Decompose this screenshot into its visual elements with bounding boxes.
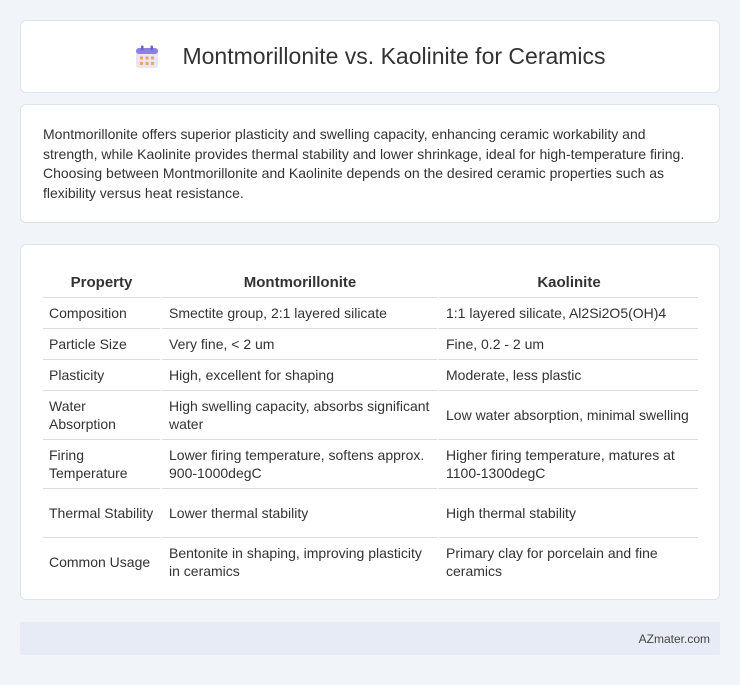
page-title: Montmorillonite vs. Kaolinite for Ceramics bbox=[182, 43, 606, 69]
row-kaolinite: 1:1 layered silicate, Al2Si2O5(OH)4 bbox=[437, 297, 698, 328]
row-montmorillonite: High swelling capacity, absorbs significant water bbox=[160, 390, 437, 439]
footer bbox=[20, 622, 720, 655]
row-property: Common Usage bbox=[43, 537, 160, 586]
row-kaolinite: High thermal stability bbox=[437, 488, 698, 537]
row-montmorillonite: Bentonite in shaping, improving plasticity in ceramics bbox=[160, 537, 437, 586]
footer-brand: AZmater.com bbox=[638, 631, 710, 646]
row-montmorillonite: Very fine, < 2 um bbox=[160, 328, 437, 359]
table-row bbox=[43, 488, 698, 537]
row-property: Water Absorption bbox=[43, 390, 160, 439]
row-property: Particle Size bbox=[43, 328, 160, 359]
row-kaolinite: Fine, 0.2 - 2 um bbox=[437, 328, 698, 359]
row-montmorillonite: Lower firing temperature, softens approx. 900-1000degC bbox=[160, 439, 437, 488]
row-property: Composition bbox=[43, 297, 160, 328]
row-montmorillonite: High, excellent for shaping bbox=[160, 359, 437, 390]
row-property: Plasticity bbox=[43, 359, 160, 390]
row-kaolinite: Higher firing temperature, matures at 1100-1300degC bbox=[437, 439, 698, 488]
table-row bbox=[43, 359, 698, 390]
header-kaolinite: Kaolinite bbox=[437, 265, 698, 297]
row-property: Thermal Stability bbox=[43, 488, 160, 537]
comparison-table-card bbox=[20, 244, 720, 600]
table-header-row bbox=[43, 265, 698, 297]
row-montmorillonite: Smectite group, 2:1 layered silicate bbox=[160, 297, 437, 328]
summary-text: Montmorillonite offers superior plasticity and swelling capacity, enhancing ceramic workability and strength, while Kaolinite provides thermal stability and lower shrinkage, ideal for high-temperature firing. Choosing between Montmorillonite and Kaolinite depends on the desired ceramic properties such as flexibility versus heat resistance. bbox=[43, 126, 685, 201]
summary-card bbox=[20, 104, 720, 223]
table-row bbox=[43, 390, 698, 439]
calendar-icon bbox=[134, 44, 160, 70]
row-property: Firing Temperature bbox=[43, 439, 160, 488]
table-row bbox=[43, 297, 698, 328]
header-property: Property bbox=[70, 274, 133, 291]
header-montmorillonite: Montmorillonite bbox=[160, 265, 437, 297]
table-row bbox=[43, 439, 698, 488]
table-row bbox=[43, 537, 698, 586]
row-kaolinite: Primary clay for porcelain and fine ceramics bbox=[437, 537, 698, 586]
table-row bbox=[43, 328, 698, 359]
comparison-table bbox=[43, 265, 698, 586]
row-kaolinite: Moderate, less plastic bbox=[437, 359, 698, 390]
row-kaolinite: Low water absorption, minimal swelling bbox=[437, 390, 698, 439]
row-montmorillonite: Lower thermal stability bbox=[160, 488, 437, 537]
title-card bbox=[20, 20, 720, 93]
